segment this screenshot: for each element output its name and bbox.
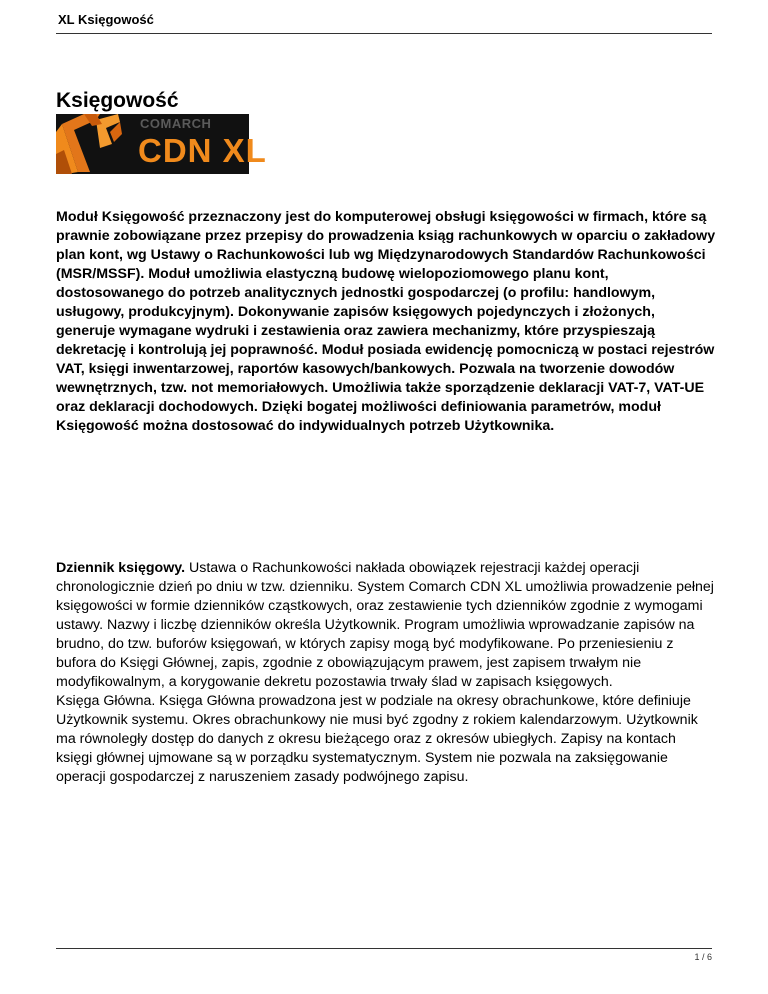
page-title: Księgowość [56, 89, 179, 112]
footer-divider [56, 948, 712, 949]
ksiega-glowna-paragraph: Księga Główna. Księga Główna prowadzona jest w podziale na okresy obrachunkowe, które definiuje Użytkownik systemu. Okres obrachunkowy nie musi być zgodny z rokiem kalendarzowym. Użytkownik ma równoległy dostęp do danych z okresu bieżącego oraz z okresów ubiegłych. Zapisy na kontach księgi głównej ujmowane są w porządku systematycznym. System nie pozwala na zaksięgowanie operacji gospodarczej z naruszeniem zasady podwójnego zapisu. [56, 693, 698, 785]
details-section [56, 559, 716, 787]
module-description: Moduł Księgowość przeznaczony jest do komputerowej obsługi księgowości w firmach, które są prawnie zobowiązane przez przepisy do prowadzenia ksiąg rachunkowych w oparciu o zakładowy plan kont, wg Ustawy o Rachunkowości lub wg Międzynarodowych Standardów Rachunkowości (MSR/MSSF). Moduł umożliwia elastyczną budowę wielopoziomowego planu kont, dostosowanego do potrzeb analitycznych jednostki gospodarczej (o profilu: handlowym, usługowy, produkcyjnym). Dokonywanie zapisów księgowych pojedynczych i złożonych, generuje wymagane wydruki i zestawienia oraz zawiera mechanizmy, które przyspieszają dekretację i kontrolują jej poprawność. Moduł posiada ewidencję pomocniczą w postaci rejestrów VAT, księgi inwentarzowej, raportów kasowych/bankowych. Pozwala na tworzenie dowodów wewnętrznych, tzw. not memoriałowych. Umożliwia także sporządzenie deklaracji VAT-7, VAT-UE oraz deklaracji dochodowych. Dzięki bogatej możliwości definiowania parametrów, moduł Księgowość można dostosować do indywidualnych potrzeb Użytkownika. [56, 209, 716, 434]
svg-text:CDN XL: CDN XL [138, 132, 267, 169]
document-header-title: XL Księgowość [58, 12, 154, 27]
dziennik-paragraph [56, 559, 716, 692]
comarch-cdn-xl-logo [56, 114, 267, 174]
dziennik-text: Ustawa o Rachunkowości nakłada obowiązek rejestracji każdej operacji chronologicznie dzień po dniu w tzw. dzienniku. System Comarch CDN XL umożliwia prowadzenie pełnej księgowości w formie dzienników cząstkowych, oraz zestawienie tych dzienników zgodnie z wymogami ustawy. Nazwy i liczbę dzienników określa Użytkownik. Program umożliwia wprowadzanie zapisów na brudno, do tzw. buforów księgowań, w których zapisy mogą być modyfikowane. Po przeniesieniu z bufora do Księgi Głównej, zapis, zgodnie z obowiązującym prawem, jest zapisem trwałym nie modyfikowalnym, a korygowanie dekretu pozostawia trwały ślad w zapisach księgowych. [56, 560, 714, 690]
svg-text:COMARCH: COMARCH [140, 116, 212, 131]
dziennik-heading: Dziennik księgowy. [56, 560, 186, 576]
page-number: 1 / 6 [694, 952, 712, 962]
header-divider [56, 33, 712, 34]
